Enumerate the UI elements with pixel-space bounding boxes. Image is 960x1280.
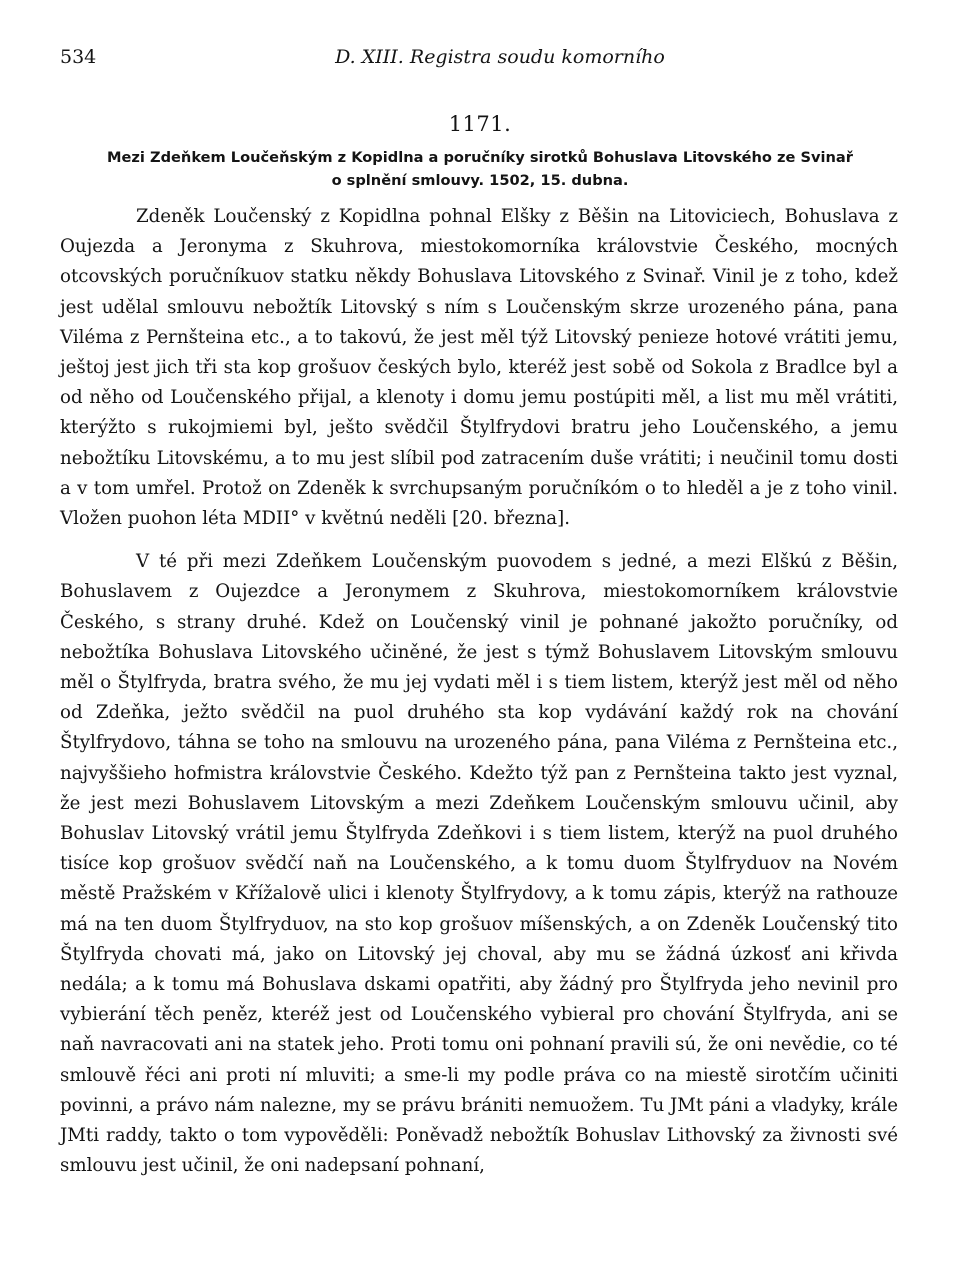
- body-paragraph: Zdeněk Loučenský z Kopidlna pohnal Elšky z Běšin na Litoviciech, Bohuslava z Oujezda a Jeronyma z Skuhrova, miestokomorníka královstvie Českého, mocných otcovských poručníkuov statku někdy Bohuslava Litovského z Svinař. Vinil je z toho, kdež jest udělal smlouvu nebožtík Litovský s ním s Loučenským skrze urozeného pána, pana Viléma z Pernšteina etc., a to takovú, že jest měl týž Litovský penieze hotové vrátiti jemu, ještoj jest jich tři sta kop grošuov českých bylo, kteréž jest sobě od Sokola z Bradlce byl a od něho od Loučenského přijal, a klenoty i domu jemu postúpiti měl, a list mu měl vrátiti, kterýžto s rukojmiemi byl, ješto svědčil Štylfrydovi bratru jeho Loučenského, a jemu nebožtíku Litovskému, a to mu jest slíbil pod zatracením duše vrátiti; i neučinil tomu dosti a v tom umřel. Protož on Zdeněk k svrchupsaným poručníkóm o to hleděl a je z toho vinil. Vložen puohon léta MDII° v květnú neděli [20. března].: [60, 206, 898, 530]
- page-number: 534: [60, 46, 97, 68]
- page-header: [60, 44, 900, 76]
- document-body: [60, 202, 898, 1182]
- document-summary: [62, 146, 898, 192]
- summary-line: Mezi Zdeňkem Loučeňským z Kopidlna a poručníky sirotků Bohuslava Litovského ze Svinař: [107, 149, 853, 166]
- running-head: D. XIII. Registra soudu komorního: [335, 46, 665, 68]
- body-paragraph: V té při mezi Zdeňkem Loučenským puovodem s jedné, a mezi Elškú z Běšin, Bohuslavem z Oujezdce a Jeronymem z Skuhrova, miestokomorníkem královstvie Českého, s strany druhé. Kdež on Loučenský vinil je pohnané jakožto poručníky, od nebožtíka Bohuslava Litovského učiněné, že jest s týmž Bohuslavem Litovským smlouvu měl o Štylfryda, bratra svého, že mu jej vydati měl i s tiem listem, kterýž jest měl od něho od Zdeňka, ježto svědčil na puol druhého sta kop vydávání každý rok na chování Štylfrydovo, táhna se toho na smlouvu na urozeného pána, pana Viléma z Pernšteina etc., najvyššieho hofmistra královstvie Českého. Kdežto týž pan z Pernšteina takto jest vyznal, že jest mezi Bohuslavem Litovským a mezi Zdeňkem Loučenským smlouvu učinil, aby Bohuslav Litovský vrátil jemu Štylfryda Zdeňkovi i s tiem listem, kterýž na puol druhého tisíce kop grošuov svědčí naň na Loučenského, a k tomu duom Štylfryduov na Novém městě Pražském v Křížalově ulici i klenoty Štylfrydovy, a k tomu zápis, kterýž na rathouze má na ten duom Štylfryduov, na sto kop grošuov míšenských, a on Zdeněk Loučenský tito Štylfryda chovati má, jako on Litovský jej choval, aby mu se žádná úzkosť ani křivda nedála; a k tomu má Bohuslava dskami opatřiti, aby žádný pro Štylfryda jeho nevinil pro vybierání těch peněz, kteréž jest od Loučenského vybieral pro chování Štylfryda, ani se naň navracovati ani na statek jeho. Proti tomu oni pohnaní pravili sú, že oni nevědie, co té smlouvě řéci ani proti ní mluviti; a sme-li my podle práva co na miestě sirotčím učiniti povinni, a právo nám nalezne, my se právu brániti nemuožem. Tu JMt páni a vladyky, krále JMti raddy, takto o tom vypověděli: Poněvadž nebožtík Bohuslav Lithovský za živnosti své smlouvu jest učinil, že oni nadepsaní pohnaní,: [60, 551, 898, 1177]
- document-number: 1171.: [448, 112, 512, 136]
- summary-line: o splnění smlouvy. 1502, 15. dubna.: [331, 172, 629, 189]
